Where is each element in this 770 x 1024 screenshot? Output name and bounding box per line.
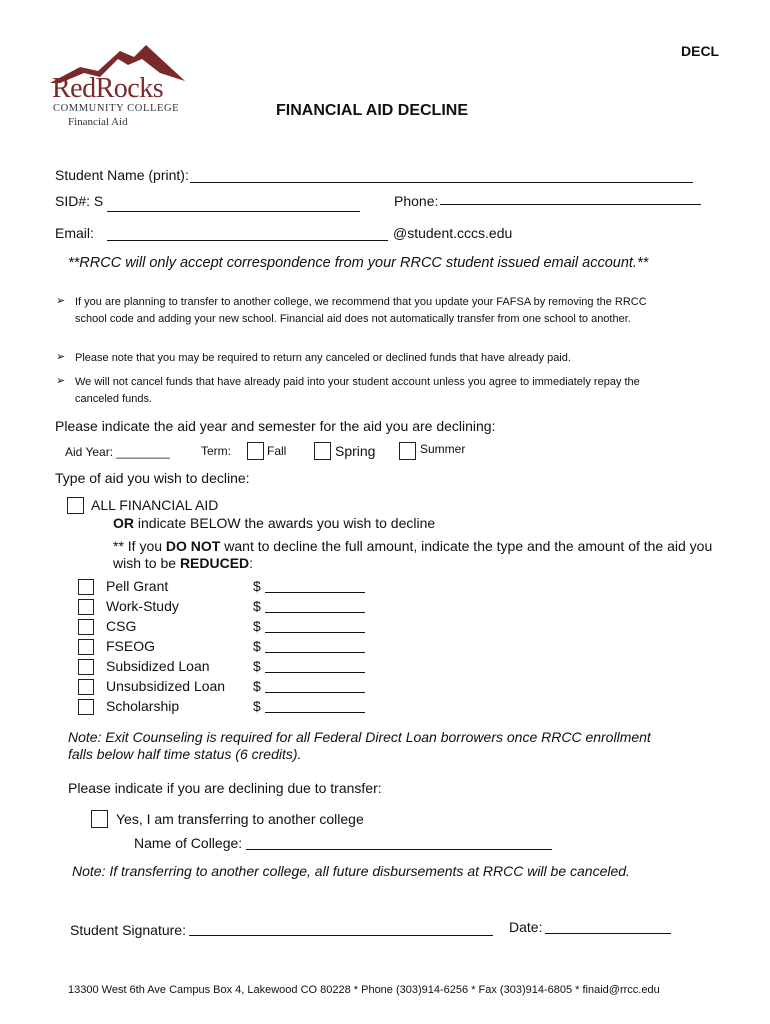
csg-amount-field[interactable] bbox=[265, 632, 365, 633]
transferring-checkbox[interactable] bbox=[91, 810, 108, 828]
form-code: DECL bbox=[681, 43, 720, 59]
fseog-amount-field[interactable] bbox=[265, 652, 365, 653]
phone-field[interactable] bbox=[440, 204, 701, 205]
fund-label: Subsidized Loan bbox=[106, 658, 210, 674]
all-financial-aid-label: ALL FINANCIAL AID bbox=[91, 497, 219, 513]
csg-checkbox[interactable] bbox=[78, 619, 94, 635]
college-logo bbox=[50, 45, 185, 130]
email-label: Email: bbox=[55, 225, 94, 241]
logo-department: Financial Aid bbox=[68, 116, 128, 128]
arrow-bullet-icon: ➢ bbox=[56, 295, 66, 307]
reduce-pre: ** If you bbox=[113, 538, 166, 554]
bullet-no-cancel: We will not cancel funds that have already paid into your student account unless you agree to immediately repay the canceled funds. bbox=[75, 376, 640, 405]
bullet-transfer-fafsa: If you are planning to transfer to another college, we recommend that you update your FAFSA by removing the RRCC school code and adding your new school. Financial aid does not automatically transfer from one school to another. bbox=[75, 296, 647, 325]
currency-symbol: $ bbox=[253, 638, 261, 654]
college-name-label: Name of College: bbox=[134, 835, 243, 851]
college-name-field[interactable] bbox=[246, 849, 552, 850]
currency-symbol: $ bbox=[253, 578, 261, 594]
fund-label: CSG bbox=[106, 618, 137, 634]
subsidized-loan-checkbox[interactable] bbox=[78, 659, 94, 675]
date-label: Date: bbox=[509, 919, 543, 935]
email-field[interactable] bbox=[107, 240, 388, 241]
page-title: FINANCIAL AID DECLINE bbox=[276, 102, 468, 119]
reduce-post: want to decline the full amount, indicate the type and the amount of the aid you bbox=[220, 538, 713, 554]
currency-symbol: $ bbox=[253, 618, 261, 634]
term-fall-label: Fall bbox=[267, 444, 287, 458]
subsidized-loan-amount-field[interactable] bbox=[265, 672, 365, 673]
logo-name: RedRocks bbox=[52, 73, 164, 104]
aid-year-field[interactable]: Aid Year: ________ bbox=[65, 445, 170, 459]
fseog-checkbox[interactable] bbox=[78, 639, 94, 655]
term-spring-checkbox[interactable] bbox=[314, 442, 331, 460]
pell-grant-checkbox[interactable] bbox=[78, 579, 94, 595]
or-bold: OR bbox=[113, 515, 134, 531]
signature-label: Student Signature: bbox=[70, 922, 186, 938]
or-instruction bbox=[113, 515, 435, 531]
reduce-line2-post: : bbox=[249, 555, 254, 571]
currency-symbol: $ bbox=[253, 658, 261, 674]
exit-counseling-note-line1: Note: Exit Counseling is required for all Federal Direct Loan borrowers once RRCC enrollment bbox=[68, 729, 651, 745]
aid-year-prompt: Please indicate the aid year and semester for the aid you are declining: bbox=[55, 418, 496, 434]
work-study-checkbox[interactable] bbox=[78, 599, 94, 615]
signature-field[interactable] bbox=[189, 935, 493, 936]
work-study-amount-field[interactable] bbox=[265, 612, 365, 613]
pell-grant-amount-field[interactable] bbox=[265, 592, 365, 593]
email-suffix: @student.cccs.edu bbox=[393, 225, 513, 241]
student-name-field[interactable] bbox=[190, 182, 693, 183]
reduce-instruction-line1 bbox=[113, 538, 712, 554]
correspondence-note: **RRCC will only accept correspondence from your RRCC student issued email account.** bbox=[68, 255, 649, 271]
term-fall-checkbox[interactable] bbox=[247, 442, 264, 460]
unsubsidized-loan-amount-field[interactable] bbox=[265, 692, 365, 693]
term-summer-checkbox[interactable] bbox=[399, 442, 416, 460]
all-financial-aid-checkbox[interactable] bbox=[67, 497, 84, 514]
sid-label: SID#: S bbox=[55, 193, 104, 209]
scholarship-amount-field[interactable] bbox=[265, 712, 365, 713]
reduce-bold: DO NOT bbox=[165, 538, 221, 554]
footer-contact: 13300 West 6th Ave Campus Box 4, Lakewood CO 80228 * Phone (303)914-6256 * Fax (303)914-6805 * finaid@rrcc.edu bbox=[68, 984, 660, 996]
sid-field[interactable] bbox=[107, 211, 360, 212]
unsubsidized-loan-checkbox[interactable] bbox=[78, 679, 94, 695]
exit-counseling-note-line2: falls below half time status (6 credits). bbox=[68, 746, 302, 762]
currency-symbol: $ bbox=[253, 598, 261, 614]
term-spring-label: Spring bbox=[335, 443, 376, 459]
currency-symbol: $ bbox=[253, 678, 261, 694]
fund-label: Work-Study bbox=[106, 598, 179, 614]
phone-label: Phone: bbox=[394, 193, 439, 209]
term-label: Term: bbox=[201, 444, 231, 458]
fund-label: Pell Grant bbox=[106, 578, 169, 594]
fund-label: FSEOG bbox=[106, 638, 156, 654]
or-rest: indicate BELOW the awards you wish to decline bbox=[134, 515, 436, 531]
transfer-prompt: Please indicate if you are declining due to transfer: bbox=[68, 780, 382, 796]
aid-type-prompt: Type of aid you wish to decline: bbox=[55, 470, 250, 486]
arrow-bullet-icon: ➢ bbox=[56, 375, 66, 387]
fund-label: Scholarship bbox=[106, 698, 180, 714]
student-name-label: Student Name (print): bbox=[55, 167, 189, 183]
date-field[interactable] bbox=[545, 933, 671, 934]
term-summer-label: Summer bbox=[420, 442, 466, 456]
reduce-line2-bold: REDUCED bbox=[179, 555, 250, 571]
transfer-note: Note: If transferring to another college, all future disbursements at RRCC will be canceled. bbox=[72, 863, 630, 879]
transferring-label: Yes, I am transferring to another college bbox=[116, 811, 364, 827]
reduce-instruction-line2 bbox=[113, 555, 253, 571]
fund-label: Unsubsidized Loan bbox=[106, 678, 226, 694]
logo-subtitle: COMMUNITY COLLEGE bbox=[53, 103, 180, 114]
reduce-line2-pre: wish to be bbox=[113, 555, 180, 571]
scholarship-checkbox[interactable] bbox=[78, 699, 94, 715]
bullet-return-funds: Please note that you may be required to return any canceled or declined funds that have already paid. bbox=[75, 352, 571, 364]
currency-symbol: $ bbox=[253, 698, 261, 714]
arrow-bullet-icon: ➢ bbox=[56, 351, 66, 363]
